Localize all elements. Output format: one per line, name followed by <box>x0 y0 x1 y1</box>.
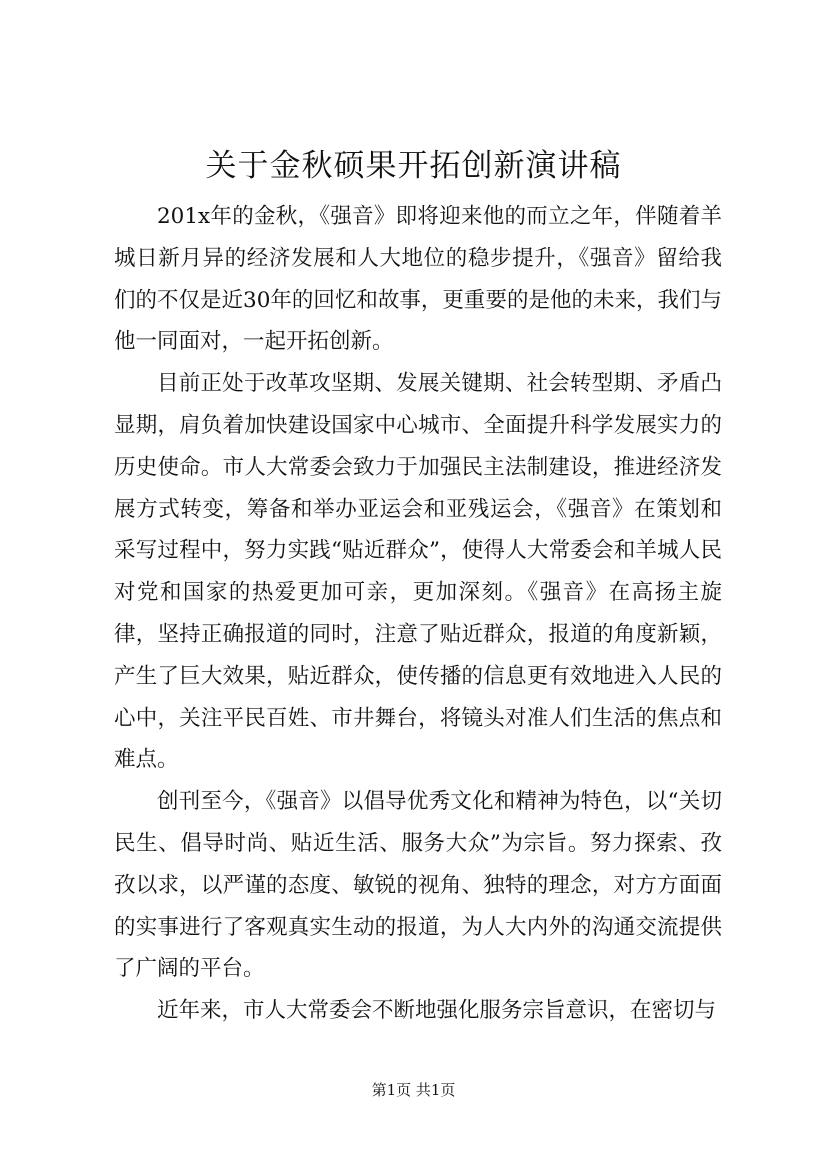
paragraph-3: 创刊至今，《强音》以倡导优秀文化和精神为特色，以“关切民生、倡导时尚、贴近生活、服务大众”为宗旨。努力探索、孜孜以求，以严谨的态度、敏锐的视角、独特的理念，对方方面面的实事进行了客观真实生动的报道，为人大内外的沟通交流提供了广阔的平台。 <box>114 789 722 982</box>
page-footer: 第1页 共1页 <box>371 1081 456 1099</box>
document-title: 关于金秋硕果开拓创新演讲稿 <box>205 148 622 184</box>
paragraph-1: 201x年的金秋，《强音》即将迎来他的而立之年，伴随着羊城日新月异的经济发展和人大地位的稳步提升，《强音》留给我们的不仅是近30年的回忆和故事，更重要的是他的未来，我们与他一同面对，一起开拓创新。 <box>114 204 722 355</box>
paragraph-4: 近年来，市人大常委会不断地强化服务宗旨意识，在密切与 <box>157 998 717 1024</box>
paragraph-2: 目前正处于改革攻坚期、发展关键期、社会转型期、矛盾凸显期，肩负着加快建设国家中心城市、全面提升科学发展实力的历史使命。市人大常委会致力于加强民主法制建设，推进经济发展方式转变，筹备和举办亚运会和亚残运会，《强音》在策划和采写过程中，努力实践“贴近群众”，使得人大常委会和羊城人民对党和国家的热爱更加可亲，更加深刻。《强音》在高扬主旋律，坚持正确报道的同时，注意了贴近群众，报道的角度新颖，产生了巨大效果，贴近群众，使传播的信息更有效地进入人民的心中，关注平民百姓、市井舞台，将镜头对准人们生活的焦点和难点。 <box>114 371 722 773</box>
document-body <box>114 196 722 1032</box>
